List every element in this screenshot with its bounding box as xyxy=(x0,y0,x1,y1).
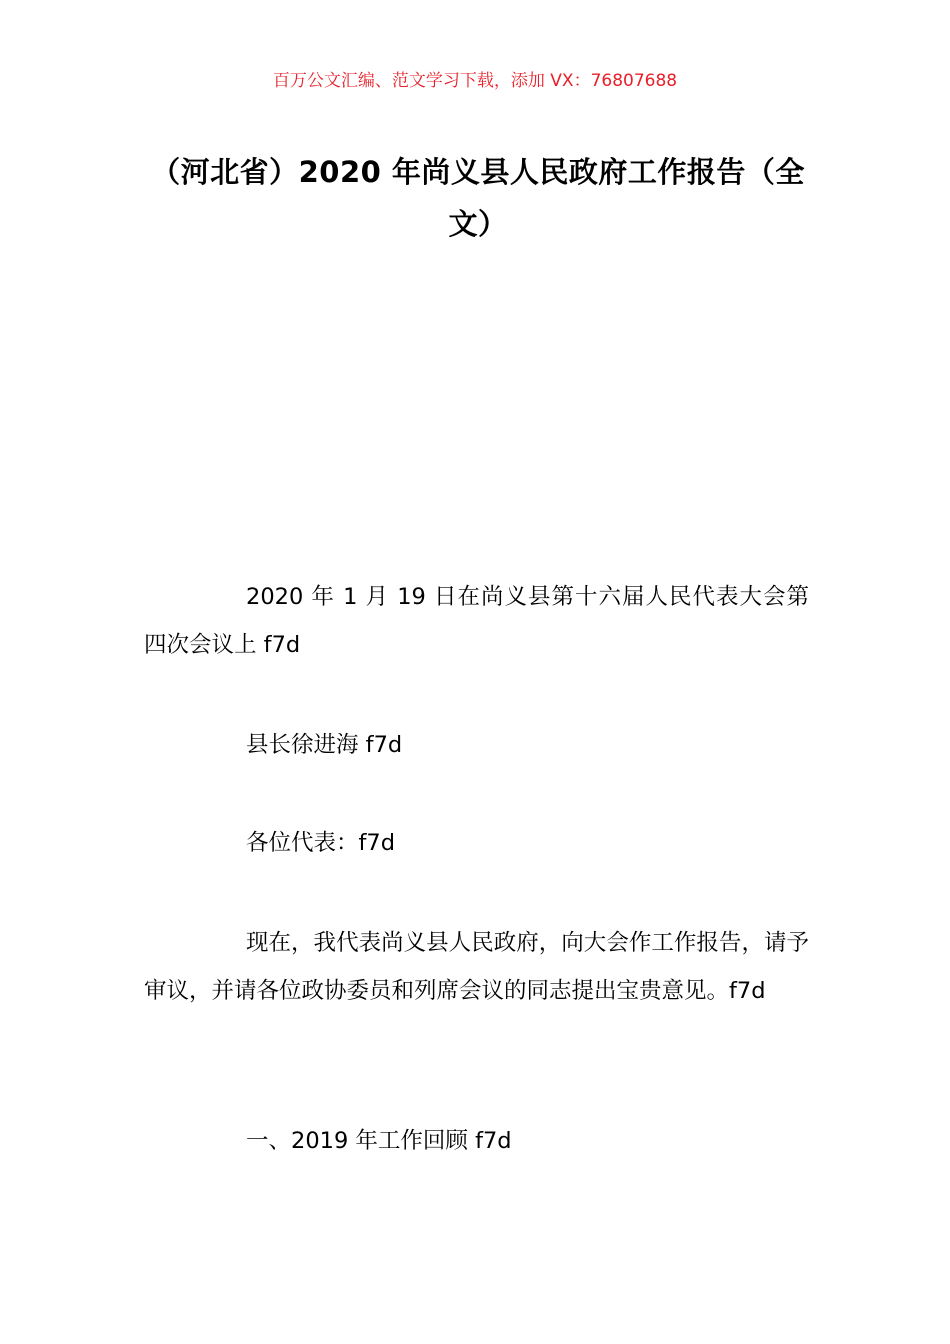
paragraph-salutation: 各位代表：f7d xyxy=(246,829,396,856)
header-note: 百万公文汇编、范文学习下载，添加 VX：76807688 xyxy=(272,71,678,91)
paragraph-speaker: 县长徐进海 f7d xyxy=(246,731,403,758)
paragraph-meeting-info: 2020 年 1 月 19 日在尚义县第十六届人民代表大会第四次会议上 f7d xyxy=(144,583,809,658)
paragraph-introduction: 现在，我代表尚义县人民政府，向大会作工作报告，请予审议，并请各位政协委员和列席会议的同志提出宝贵意见。f7d xyxy=(144,929,809,1004)
document-title: （河北省）2020 年尚义县人民政府工作报告（全文） xyxy=(151,155,805,241)
section-heading-review: 一、2019 年工作回顾 f7d xyxy=(246,1127,512,1154)
